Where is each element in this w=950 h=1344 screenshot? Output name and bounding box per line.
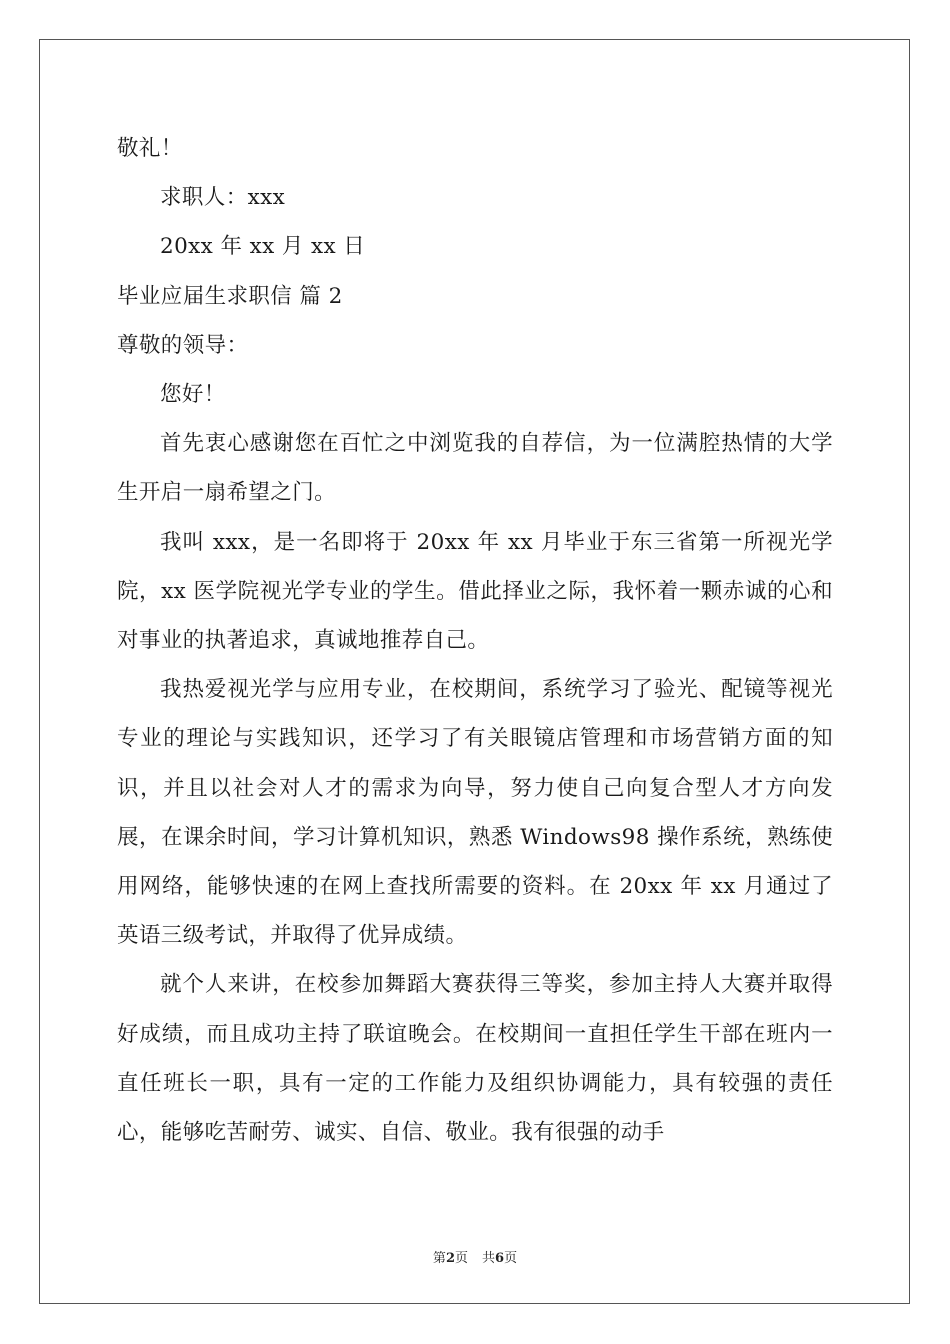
total-prefix: 共 [482,1251,496,1266]
paragraph: 首先衷心感谢您在百忙之中浏览我的自荐信，为一位满腔热情的大学生开启一扇希望之门。 [117,431,833,506]
letter-signature: 求职人：xxx [160,185,286,211]
greeting: 您好！ [160,382,226,408]
document-body [117,124,833,1157]
paragraph: 就个人来讲，在校参加舞蹈大赛获得三等奖，参加主持人大赛并取得好成绩，而且成功主持了联谊晚会。在校期间一直担任学生干部在班内一直任班长一职，具有一定的工作能力及组织协调能力，具有较强的责任心，能够吃苦耐劳、诚实、自信、敬业。我有很强的动手 [117,972,833,1146]
section-title: 毕业应届生求职信 篇 2 [117,283,343,309]
total-suffix: 页 [504,1251,518,1266]
paragraph: 我热爱视光学与应用专业，在校期间，系统学习了验光、配镜等视光专业的理论与实践知识，还学习了有关眼镜店管理和市场营销方面的知识，并且以社会对人才的需求为向导，努力使自己向复合型人才方向发展，在课余时间，学习计算机知识，熟悉 Windows98 操作系统，熟练使用网络，能够快速的在网上查找所需要的资料。在 20xx 年 xx 月通过了英语三级考试，并取得了优异成绩。 [117,677,833,949]
current-page-number: 2 [445,1251,455,1266]
total-page-number: 6 [495,1251,505,1266]
page-prefix: 第 [432,1251,446,1266]
letter-closing: 敬礼！ [117,136,183,161]
salutation: 尊敬的领导： [117,332,249,358]
page-footer [0,1247,950,1266]
paragraph: 我叫 xxx，是一名即将于 20xx 年 xx 月毕业于东三省第一所视光学院，xx 医学院视光学专业的学生。借此择业之际，我怀着一颗赤诚的心和对事业的执著追求，真诚地推荐自己。 [117,529,833,654]
page-suffix: 页 [454,1251,468,1266]
letter-date: 20xx 年 xx 月 xx 日 [160,234,366,260]
